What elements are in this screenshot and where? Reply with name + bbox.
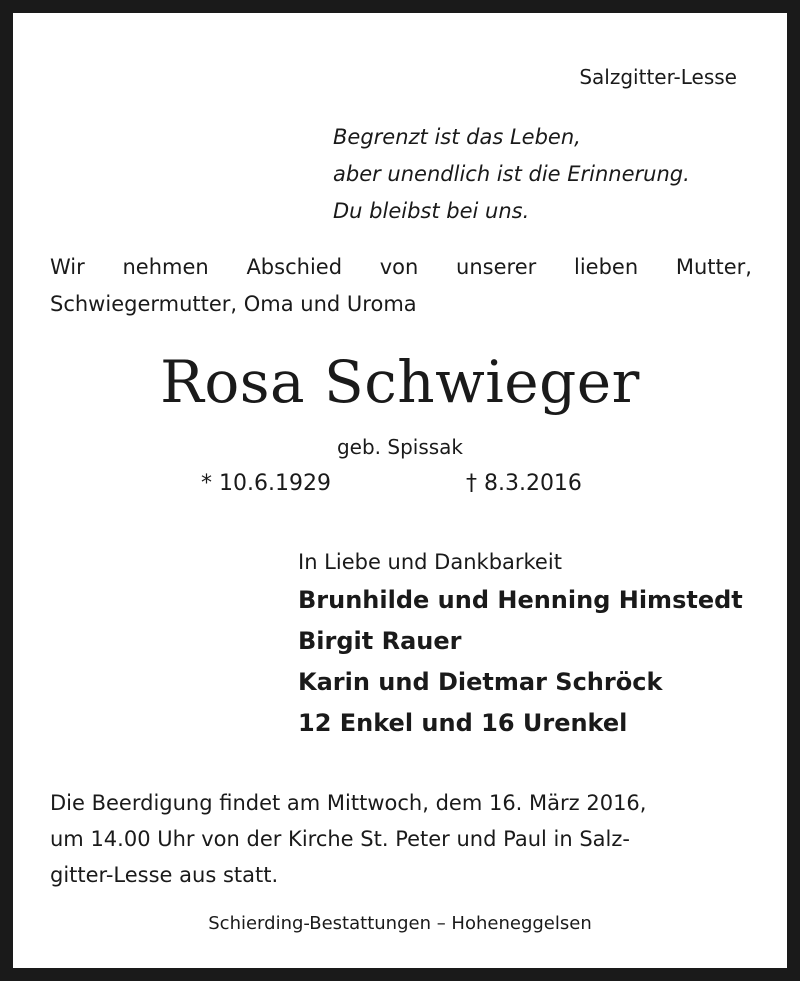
birth-name: geb. Spissak [336, 435, 464, 459]
mourner-name: Birgit Rauer [298, 627, 462, 655]
mourners-lead: In Liebe und Dankbarkeit [298, 550, 562, 574]
undertaker-name: Schierding-Bestattungen – Hoheneggelsen [208, 913, 592, 934]
birth-date: * 10.6.1929 [201, 471, 331, 496]
funeral-line: um 14.00 Uhr von der Kirche St. Peter und Paul in Salz- [50, 827, 630, 851]
quote-line: Begrenzt ist das Leben, [333, 125, 581, 149]
mourner-name: Karin und Dietmar Schröck [298, 668, 663, 696]
funeral-line: Die Beerdigung findet am Mittwoch, dem 16. März 2016, [50, 791, 647, 815]
funeral-info [50, 785, 752, 893]
mourners-block [298, 544, 743, 744]
obituary-notice [13, 13, 787, 968]
farewell-line: Schwiegermutter, Oma und Uroma [50, 292, 417, 316]
quote-line: aber unendlich ist die Erinnerung. [333, 162, 690, 186]
mourner-name: 12 Enkel und 16 Urenkel [298, 709, 628, 737]
quote-line: Du bleibst bei uns. [333, 199, 530, 223]
deceased-name: Rosa Schwieger [160, 348, 640, 416]
death-date: † 8.3.2016 [465, 471, 582, 496]
memorial-quote [333, 119, 690, 230]
life-dates [201, 471, 582, 496]
farewell-line: Wir nehmen Abschied von unserer lieben Mutter, [50, 255, 752, 279]
farewell-text [50, 249, 752, 323]
funeral-line: gitter-Lesse aus statt. [50, 863, 279, 887]
place-name: Salzgitter-Lesse [579, 65, 737, 89]
mourner-name: Brunhilde und Henning Himstedt [298, 586, 743, 614]
